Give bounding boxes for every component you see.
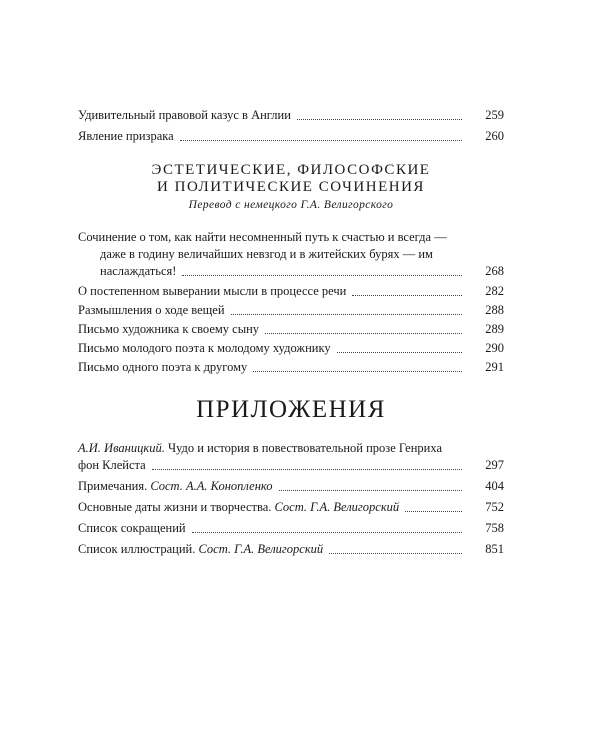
toc-entry-line: Сочинение о том, как найти несомненный путь к счастью и всегда —: [78, 230, 447, 244]
toc-entry-title: О постепенном выверании мысли в процессе речи: [78, 284, 347, 298]
toc-entry-page: 297: [485, 458, 504, 472]
toc-entry[interactable]: [78, 498, 504, 516]
dot-leader: [253, 371, 462, 372]
toc-entry-title: Чудо и история в повествовательной прозе Генриха: [164, 441, 442, 455]
appendix-heading: ПРИЛОЖЕНИЯ: [196, 396, 386, 423]
toc-entry-compiler: Сост. Г.А. Велигорский: [198, 542, 324, 556]
toc-entry[interactable]: [78, 301, 504, 319]
dot-leader: [352, 295, 462, 296]
dot-leader: [297, 119, 462, 120]
dot-leader: [337, 352, 462, 353]
toc-entry-page: 752: [485, 500, 504, 514]
toc-entry-page: 268: [485, 264, 504, 278]
toc-entry-title: Основные даты жизни и творчества.: [78, 500, 275, 514]
toc-entry-author: А.И. Иваницкий.: [78, 441, 165, 455]
toc-entry-page: 260: [485, 129, 504, 143]
toc-entry[interactable]: [78, 282, 504, 300]
toc-entry-page: 404: [485, 479, 504, 493]
toc-entry-line: фон Клейста: [78, 458, 146, 472]
toc-entry[interactable]: [78, 106, 504, 124]
toc-entry-page: 290: [485, 341, 504, 355]
toc-entry-page: 288: [485, 303, 504, 317]
dot-leader: [180, 140, 462, 141]
toc-entry[interactable]: [78, 339, 504, 357]
toc-entry-title: Список иллюстраций.: [78, 542, 199, 556]
toc-section-group: [78, 229, 504, 376]
toc-entry-title: Письмо одного поэта к другому: [78, 360, 248, 374]
toc-appendix-group: [78, 440, 504, 558]
toc-entry[interactable]: [78, 477, 504, 495]
toc-entry-title: Примечания.: [78, 479, 151, 493]
toc-entry-page: 758: [485, 521, 504, 535]
toc-entry-page: 851: [485, 542, 504, 556]
toc-entry-title: Письмо художника к своему сыну: [78, 322, 260, 336]
dot-leader: [152, 469, 462, 470]
toc-entry[interactable]: [78, 320, 504, 338]
toc-entry-page: 291: [485, 360, 504, 374]
toc-entry-page: 259: [485, 108, 504, 122]
toc-entry[interactable]: [78, 358, 504, 376]
dot-leader: [405, 511, 462, 512]
section-heading-line: ЭСТЕТИЧЕСКИЕ, ФИЛОСОФСКИЕ: [151, 162, 431, 178]
toc-entry[interactable]: [78, 229, 504, 280]
dot-leader: [279, 490, 462, 491]
dot-leader: [182, 275, 462, 276]
section-subtitle: Перевод с немецкого Г.А. Велигорского: [188, 199, 394, 211]
toc-entry-line: даже в годину величайших невзгод и в житейских бурях — им: [100, 247, 433, 261]
toc-entry-title: Размышления о ходе вещей: [78, 303, 225, 317]
toc-entry-title: Список сокращений: [78, 521, 186, 535]
dot-leader: [192, 532, 462, 533]
toc-entry-title: Явление призрака: [78, 129, 174, 143]
toc-entry-compiler: Сост. Г.А. Велигорский: [274, 500, 400, 514]
toc-entry-line: наслаждаться!: [100, 264, 177, 278]
toc-entry-page: 282: [485, 284, 504, 298]
section-heading-line: И ПОЛИТИЧЕСКИЕ СОЧИНЕНИЯ: [157, 179, 425, 195]
toc-entry-compiler: Сост. А.А. Конопленко: [150, 479, 273, 493]
toc-entry[interactable]: [78, 540, 504, 558]
toc-top-group: [78, 106, 504, 145]
toc-entry-page: 289: [485, 322, 504, 336]
toc-entry[interactable]: [78, 440, 504, 474]
section-heading: [78, 162, 504, 196]
toc-entry-title: Удивительный правовой казус в Англии: [78, 108, 291, 122]
toc-entry[interactable]: [78, 127, 504, 145]
toc-entry[interactable]: [78, 519, 504, 537]
dot-leader: [231, 314, 462, 315]
dot-leader: [265, 333, 462, 334]
toc-entry-title: Письмо молодого поэта к молодому художнику: [78, 341, 331, 355]
dot-leader: [329, 553, 462, 554]
